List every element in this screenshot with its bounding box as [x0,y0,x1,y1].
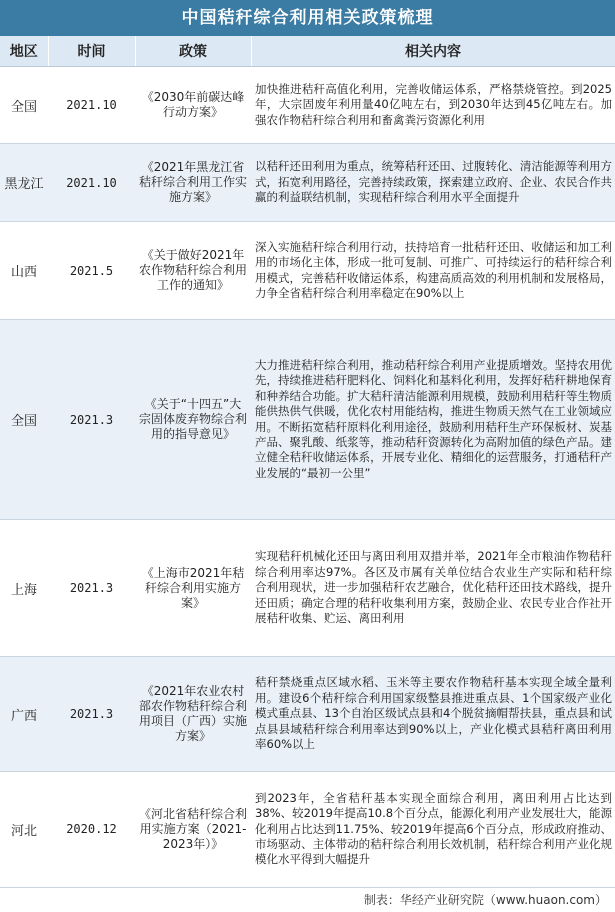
row-policy: 《关于做好2021年农作物秸秆综合利用工作的通知》 [135,222,251,320]
header-content: 相关内容 [251,36,615,67]
row-content: 秸秆禁烧重点区域水稻、玉米等主要农作物秸秆基本实现全域全量利用。建设6个秸秆综合利用国家级整县推进重点县、1个国家级产业化模式重点县、13个自治区级试点县和4个脱贫摘帽帮扶县，重点县和试点县县域秸秆综合利用率达到90%以上，产业化模式县秸秆离田利用率60%以上 [251,657,615,772]
table-row [0,520,615,657]
row-policy: 《关于“十四五”大宗固体废弃物综合利用的指导意见》 [135,320,251,520]
row-region: 全国 [0,67,48,144]
row-content: 深入实施秸秆综合利用行动，扶持培育一批秸秆还田、收储运和加工利用的市场化主体，形成一批可复制、可推广、可持续运行的秸秆综合利用模式，完善秸秆收储运体系，构建高质高效的利用机制和发展格局，力争全省秸秆综合利用率稳定在90%以上 [251,222,615,320]
row-time: 2021.3 [48,657,135,772]
row-content: 大力推进秸秆综合利用，推动秸秆综合利用产业提质增效。坚持农用优先，持续推进秸秆肥料化、饲料化和基料化利用，发挥好秸秆耕地保育和种养结合功能。扩大秸秆清洁能源利用规模，鼓励利用秸秆等生物质能供热供气供暖，优化农村用能结构，推进生物质天然气在工业领域应用。不断拓宽秸秆原料化利用途径，鼓励利用秸秆生产环保板材、炭基产品、聚乳酸、纸浆等，推动秸秆资源转化为高附加值的绿色产品。建立健全秸秆收储运体系，开展专业化、精细化的运营服务，打通秸秆产业发展的“最初一公里” [251,320,615,520]
row-policy: 《河北省秸秆综合利用实施方案（2021-2023年）》 [135,772,251,887]
header-policy: 政策 [135,36,251,67]
table-title: 中国秸秆综合利用相关政策梳理 [0,0,615,36]
row-policy: 《2021年农业农村部农作物秸秆综合利用项目（广西）实施方案》 [135,657,251,772]
source-note: 制表：华经产业研究院（www.huaon.com） [0,887,615,912]
header-time: 时间 [48,36,135,67]
row-region: 山西 [0,222,48,320]
row-time: 2021.3 [48,520,135,657]
row-content: 到2023年，全省秸秆基本实现全面综合利用，离田利用占比达到38%、较2019年提高10.8个百分点，能源化利用产业发展壮大，能源化利用占比达到11.75%、较2019年提高6个百分点，形成政府推动、市场驱动、主体带动的秸秆综合利用长效机制，秸秆综合利用产业化规模化水平得到大幅提升 [251,772,615,887]
row-region: 黑龙江 [0,144,48,222]
row-content: 加快推进秸秆高值化利用，完善收储运体系，严格禁烧管控。到2025年，大宗固废年利用量40亿吨左右，到2030年达到45亿吨左右。加强农作物秸秆综合利用和畜禽粪污资源化利用 [251,67,615,144]
table-row [0,222,615,320]
header-row [0,36,615,67]
policy-table [0,36,615,887]
table-row [0,144,615,222]
row-policy: 《2030年前碳达峰行动方案》 [135,67,251,144]
row-time: 2021.3 [48,320,135,520]
table-row [0,67,615,144]
row-content: 实现秸秆机械化还田与离田利用双措并举，2021年全市粮油作物秸秆综合利用率达97%。各区及市属有关单位结合农业生产实际和秸秆综合利用现状，进一步加强秸秆农艺融合，优化秸秆还田技术路线，提升还田质；确定合理的秸秆收集利用方案，鼓励企业、农民专业合作社开展秸秆收集、贮运、离田利用 [251,520,615,657]
header-region: 地区 [0,36,48,67]
row-content: 以秸秆还田利用为重点，统筹秸秆还田、过腹转化、清洁能源等利用方式，拓宽利用路径，完善持续政策，探索建立政府、企业、农民合作共赢的利益联结机制，实现秸秆综合利用水平全面提升 [251,144,615,222]
row-region: 上海 [0,520,48,657]
table-row [0,657,615,772]
row-region: 河北 [0,772,48,887]
row-time: 2021.10 [48,144,135,222]
row-policy: 《上海市2021年秸秆综合利用实施方案》 [135,520,251,657]
table-row [0,320,615,520]
row-region: 全国 [0,320,48,520]
row-region: 广西 [0,657,48,772]
table-row [0,772,615,887]
row-policy: 《2021年黑龙江省秸秆综合利用工作实施方案》 [135,144,251,222]
row-time: 2020.12 [48,772,135,887]
row-time: 2021.10 [48,67,135,144]
row-time: 2021.5 [48,222,135,320]
